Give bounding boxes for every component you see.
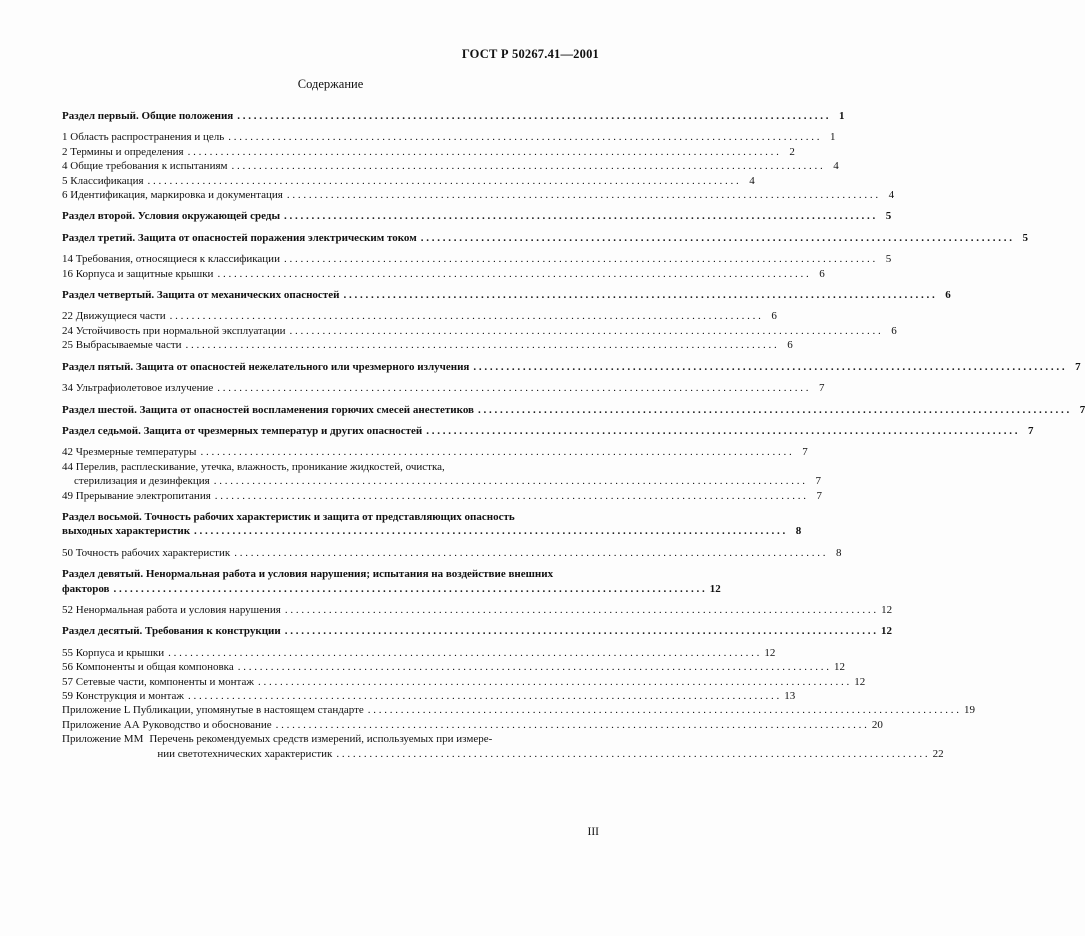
leader-dots: [200, 445, 791, 459]
leader-dots: [343, 288, 934, 302]
toc-entry-label-line1: Раздел девятый. Ненормальная работа и условия нарушения; испытания на воздействие внешних: [62, 568, 554, 581]
toc-item-4[interactable]: [62, 159, 839, 173]
toc-page-number: 6: [787, 339, 793, 352]
leader-dots: [217, 267, 808, 281]
toc-entry-label: 57 Сетевые части, компоненты и монтаж: [62, 675, 254, 688]
toc-page-number: 7: [815, 475, 821, 488]
toc-page-number: 12: [854, 675, 866, 688]
toc-page-number: 1: [830, 131, 836, 144]
leader-dots: [215, 489, 806, 503]
leader-dots: [238, 660, 829, 674]
toc-page-number: 12: [764, 646, 776, 659]
leader-dots: [237, 109, 828, 123]
toc-page-number: 12: [834, 661, 845, 674]
toc-entry-label-line2: выходных характеристик: [62, 525, 191, 538]
toc-entry-label-line2: факторов: [62, 582, 110, 595]
toc-item-59[interactable]: [62, 689, 796, 703]
toc-section-5[interactable]: [62, 360, 1081, 374]
toc-page-number: 6: [891, 324, 897, 337]
toc-page-number: 12: [881, 603, 893, 616]
toc-item-25[interactable]: [62, 338, 793, 352]
leader-dots: [258, 675, 849, 689]
toc-page-number: 6: [771, 310, 777, 323]
leader-dots: [217, 381, 808, 395]
toc-page-number: 6: [819, 267, 825, 280]
toc-appendix-l[interactable]: [62, 703, 976, 717]
leader-dots: [287, 188, 878, 202]
toc-entry-label: 16 Корпуса и защитные крышки: [62, 267, 214, 280]
toc-appendix-mm[interactable]: [62, 732, 944, 761]
toc-page-number: 4: [749, 174, 755, 187]
toc-entry-label-line1: 44 Перелив, расплескивание, утечка, влажность, проникание жидкостей, очистка,: [62, 460, 445, 473]
toc-page-number: 13: [784, 690, 796, 702]
leader-dots: [234, 546, 825, 560]
toc-entry-label: Приложение L Публикации, упомянутые в настоящем стандарте: [62, 704, 364, 717]
toc-item-24[interactable]: [62, 324, 897, 338]
toc-item-56[interactable]: [62, 660, 845, 674]
toc-item-14[interactable]: [62, 252, 892, 266]
leader-dots: [421, 231, 1012, 245]
leader-dots: [170, 309, 761, 323]
leader-dots: [290, 324, 881, 338]
toc-page-number: 1: [839, 110, 845, 122]
toc-item-22[interactable]: [62, 309, 777, 323]
toc-appendix-prefix: Приложение ММ: [62, 733, 144, 746]
toc-entry-label: 49 Прерывание электропитания: [62, 489, 211, 502]
toc-entry-label: 2 Термины и определения: [62, 145, 184, 158]
toc-entry-label: 34 Ультрафиолетовое излучение: [62, 382, 214, 395]
toc-page-number: 5: [885, 253, 892, 266]
leader-dots: [228, 130, 819, 144]
leader-dots: [336, 747, 927, 761]
leader-dots: [285, 624, 876, 638]
toc-item-49[interactable]: [62, 489, 823, 503]
leader-dots: [148, 174, 739, 188]
toc-item-55[interactable]: [62, 646, 776, 660]
leader-dots: [284, 209, 875, 223]
toc-entry-label: 55 Корпуса и крышки: [62, 646, 165, 659]
toc-entry-label: Приложение АА Руководство и обоснование: [62, 718, 272, 731]
toc-item-34[interactable]: [62, 381, 825, 395]
toc-entry-label: Раздел первый. Общие положения: [62, 110, 234, 122]
toc-section-9[interactable]: [62, 567, 721, 596]
toc-page-number: 8: [795, 525, 802, 538]
toc-entry-label: 56 Компоненты и общая компоновка: [62, 661, 234, 674]
leader-dots: [368, 703, 959, 717]
toc-entry-label: 4 Общие требования к испытаниям: [62, 160, 228, 173]
leader-dots: [188, 689, 779, 703]
toc-item-50[interactable]: [62, 546, 842, 560]
toc-page-number: 7: [1027, 424, 1034, 437]
toc-item-5[interactable]: [62, 174, 755, 188]
toc-appendix-aa[interactable]: [62, 718, 883, 732]
toc-entry-label: 6 Идентификация, маркировка и документация: [62, 189, 283, 202]
toc-page-number: 6: [945, 289, 951, 302]
leader-dots: [284, 252, 875, 266]
toc-page-number: 12: [709, 582, 721, 595]
leader-dots: [168, 646, 759, 660]
toc-page-number: 7: [1079, 403, 1085, 416]
toc-section-10[interactable]: [62, 624, 892, 638]
toc-page-number: 7: [819, 382, 825, 395]
toc-entry-label: 25 Выбрасываемые части: [62, 339, 182, 352]
toc-page-number: 8: [835, 546, 842, 559]
toc-entry-label: Раздел четвертый. Защита от механических опасностей: [62, 289, 340, 302]
toc-entry-label: 14 Требования, относящиеся к классификации: [62, 253, 280, 266]
toc-page-number: 4: [888, 189, 895, 202]
toc-page-number: 5: [885, 210, 892, 223]
toc-entry-label: 42 Чрезмерные температуры: [62, 446, 197, 459]
toc-entry-label-line1: Перечень рекомендуемых средств измерений, используемых при измере-: [149, 733, 493, 746]
toc-item-1[interactable]: [62, 130, 836, 144]
toc-item-42[interactable]: [62, 445, 808, 459]
toc-section-4[interactable]: [62, 288, 951, 302]
toc-item-16[interactable]: [62, 267, 825, 281]
toc-entry-label: 50 Точность рабочих характеристик: [62, 546, 231, 559]
page-title: Содержание: [297, 77, 364, 91]
toc-section-6[interactable]: [62, 403, 1085, 417]
toc-entry-label-line2: нии светотехнических характеристик: [157, 747, 333, 760]
toc-item-57[interactable]: [62, 675, 866, 689]
toc-section-2[interactable]: [62, 209, 892, 223]
toc-entry-label: Раздел третий. Защита от опасностей поражения электрическим током: [62, 231, 417, 244]
leader-dots: [473, 360, 1064, 374]
toc-page-number: 5: [1022, 231, 1028, 244]
toc-page-number: 2: [789, 145, 795, 158]
toc-page-number: 4: [833, 160, 839, 173]
toc-section-7[interactable]: [62, 424, 1034, 438]
leader-dots: [478, 403, 1069, 417]
toc-page-number: 20: [871, 718, 883, 731]
leader-dots: [276, 718, 867, 732]
leader-dots: [114, 582, 705, 596]
page-number: III: [587, 826, 599, 838]
toc-entry-label: Раздел второй. Условия окружающей среды: [62, 210, 281, 223]
toc-entry-label-line1: Раздел восьмой. Точность рабочих характеристик и защита от представляющих опасность: [62, 510, 515, 523]
toc-entry-label: 5 Классификация: [62, 174, 144, 187]
toc-item-52[interactable]: [62, 603, 893, 617]
toc-page-number: 7: [802, 446, 808, 459]
leader-dots: [214, 474, 805, 488]
toc-page-number: 7: [816, 489, 823, 502]
toc-page-number: 12: [880, 625, 892, 638]
toc-item-44[interactable]: [62, 460, 821, 489]
toc-page-number: 7: [1075, 360, 1081, 373]
toc-entry-label: 52 Ненормальная работа и условия нарушения: [62, 603, 281, 616]
leader-dots: [231, 159, 822, 173]
toc-page-number: 19: [964, 704, 976, 717]
leader-dots: [426, 424, 1017, 438]
toc-entry-label: Раздел седьмой. Защита от чрезмерных температур и других опасностей: [62, 424, 423, 437]
toc-section-3[interactable]: [62, 231, 1028, 245]
toc-entry-label: 22 Движущиеся части: [62, 310, 166, 323]
toc-section-8[interactable]: [62, 510, 802, 539]
toc-entry-label-line2: стерилизация и дезинфекция: [74, 475, 210, 488]
standard-id: ГОСТ Р 50267.41—2001: [461, 47, 599, 61]
leader-dots: [188, 145, 779, 159]
toc-section-1[interactable]: [62, 109, 845, 123]
leader-dots: [186, 338, 777, 352]
toc-page-number: 22: [932, 747, 944, 760]
toc-entry-label: Раздел десятый. Требования к конструкции: [62, 625, 281, 638]
toc-entry-label: Раздел шестой. Защита от опасностей воспламенения горючих смесей анестетиков: [62, 403, 474, 416]
leader-dots: [285, 603, 876, 617]
table-of-contents: [62, 102, 1085, 761]
toc-item-6[interactable]: [62, 188, 895, 202]
toc-item-2[interactable]: [62, 145, 795, 159]
toc-entry-label: 59 Конструкция и монтаж: [62, 690, 184, 702]
toc-entry-label: 24 Устойчивость при нормальной эксплуатации: [62, 324, 286, 337]
toc-entry-label: Раздел пятый. Защита от опасностей нежелательного или чрезмерного излучения: [62, 360, 470, 373]
toc-entry-label: 1 Область распространения и цель: [62, 131, 225, 144]
leader-dots: [194, 524, 785, 538]
